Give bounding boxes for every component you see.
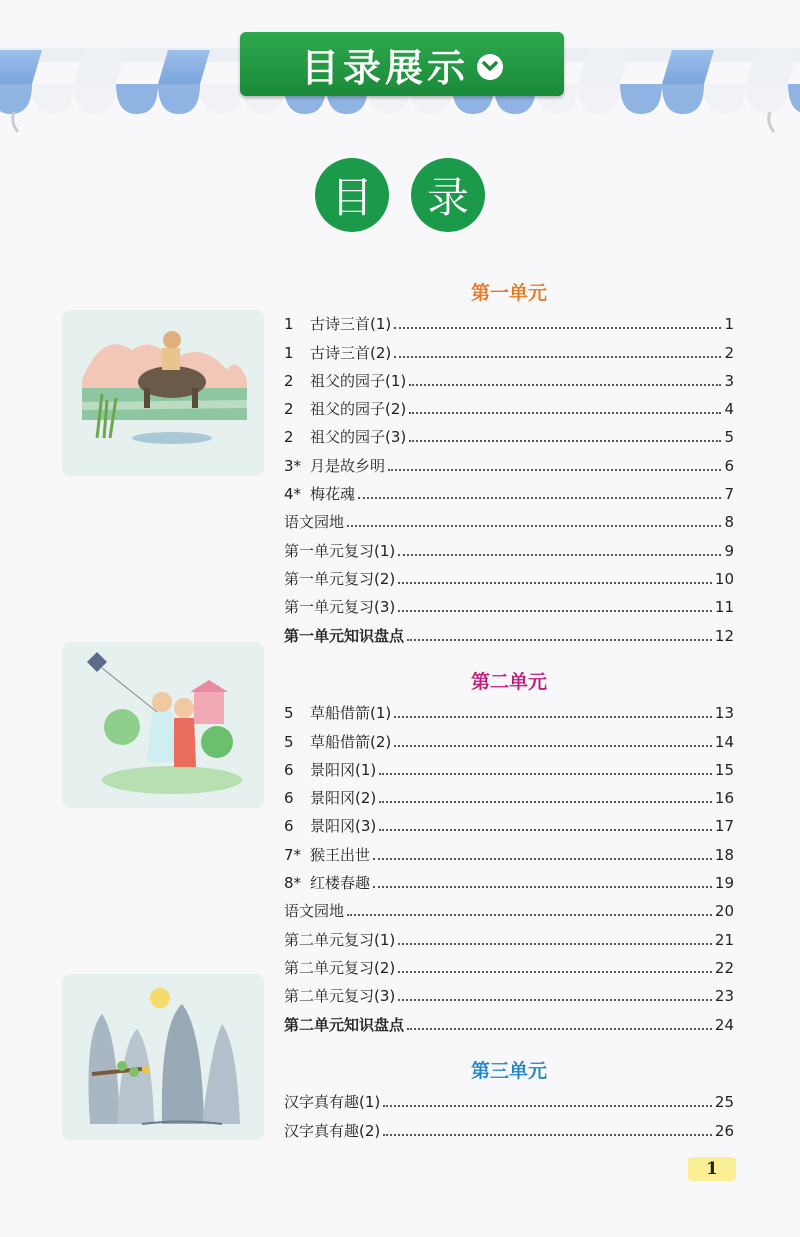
heading-char-2: 录	[411, 158, 485, 232]
entry-number: 2	[284, 400, 294, 419]
entry-page: 1	[724, 315, 734, 334]
toc-entry[interactable]	[284, 419, 734, 447]
dot-leader	[383, 1105, 712, 1107]
entry-title: 第二单元知识盘点	[284, 1015, 405, 1034]
dot-leader	[407, 639, 712, 641]
toc-entry[interactable]	[284, 589, 734, 617]
entry-title: 第二单元复习(1)	[284, 930, 396, 949]
entry-title: 猴王出世	[310, 845, 371, 864]
toc-entry[interactable]	[284, 723, 734, 751]
dot-leader	[394, 327, 721, 329]
entry-page: 11	[714, 598, 734, 617]
entry-title: 古诗三首(1)	[310, 315, 392, 334]
dot-leader	[398, 610, 712, 612]
entry-title: 第一单元复习(3)	[284, 598, 396, 617]
toc-list-unit-1	[284, 306, 734, 646]
toc-entry[interactable]	[284, 921, 734, 949]
dot-leader	[398, 999, 712, 1001]
toc-entry[interactable]	[284, 391, 734, 419]
entry-page: 4	[724, 400, 734, 419]
entry-title: 祖父的园子(3)	[310, 428, 407, 447]
toc-entry[interactable]	[284, 447, 734, 475]
dot-leader	[398, 582, 712, 584]
entry-page: 21	[714, 930, 734, 949]
toc-entry[interactable]	[284, 893, 734, 921]
toc-entry[interactable]	[284, 476, 734, 504]
entry-title: 第一单元复习(1)	[284, 541, 396, 560]
dot-leader	[358, 497, 721, 499]
unit-title-3: 第三单元	[470, 1060, 547, 1082]
dot-leader	[373, 886, 712, 888]
entry-number: 5	[284, 704, 294, 723]
entry-page: 26	[714, 1121, 734, 1140]
toc-entry[interactable]	[284, 752, 734, 780]
entry-title: 景阳冈(1)	[310, 760, 377, 779]
toc-entry[interactable]	[284, 504, 734, 532]
entry-number: 4*	[284, 485, 302, 504]
unit-title-1: 第一单元	[470, 282, 547, 304]
entry-number: 6	[284, 817, 294, 836]
toc-entry[interactable]	[284, 695, 734, 723]
entry-page: 3	[724, 371, 734, 390]
entry-page: 22	[714, 958, 734, 977]
entry-page: 19	[714, 874, 734, 893]
entry-page: 8	[724, 513, 734, 532]
dot-leader	[398, 554, 721, 556]
entry-title: 景阳冈(3)	[310, 817, 377, 836]
entry-page: 25	[714, 1093, 734, 1112]
entry-title: 语文园地	[284, 513, 345, 532]
entry-number: 3*	[284, 456, 302, 475]
toc-entry[interactable]	[284, 780, 734, 808]
illustration-children-flying-kite	[62, 642, 264, 808]
heading-char-1: 目	[315, 158, 389, 232]
toc-entry[interactable]	[284, 865, 734, 893]
dot-leader	[398, 943, 712, 945]
toc-list-unit-2	[284, 695, 734, 1035]
dot-leader	[379, 773, 712, 775]
toc-list-unit-3	[284, 1084, 734, 1141]
dot-leader	[409, 440, 721, 442]
entry-number: 8*	[284, 874, 302, 893]
entry-title: 语文园地	[284, 902, 345, 921]
dot-leader	[373, 858, 712, 860]
entry-title: 红楼春趣	[310, 874, 371, 893]
entry-page: 10	[714, 569, 734, 588]
toc-heading	[0, 158, 800, 230]
entry-title: 景阳冈(2)	[310, 789, 377, 808]
toc-entry[interactable]	[284, 334, 734, 362]
entry-page: 5	[724, 428, 734, 447]
entry-number: 2	[284, 371, 294, 390]
entry-page: 18	[714, 845, 734, 864]
dot-leader	[383, 1134, 712, 1136]
entry-number: 1	[284, 315, 294, 334]
dot-leader	[407, 1028, 712, 1030]
entry-title: 草船借箭(1)	[310, 704, 392, 723]
entry-title: 祖父的园子(1)	[310, 371, 407, 390]
entry-title: 汉字真有趣(2)	[284, 1121, 381, 1140]
entry-title: 古诗三首(2)	[310, 343, 392, 362]
dot-leader	[409, 384, 721, 386]
toc-entry[interactable]	[284, 561, 734, 589]
entry-page: 15	[714, 760, 734, 779]
toc-entry[interactable]	[284, 363, 734, 391]
toc-entry[interactable]	[284, 1006, 734, 1034]
toc-entry[interactable]	[284, 306, 734, 334]
entry-number: 6	[284, 789, 294, 808]
toc-entry[interactable]	[284, 950, 734, 978]
entry-number: 1	[284, 343, 294, 362]
entry-title: 祖父的园子(2)	[310, 400, 407, 419]
entry-number: 2	[284, 428, 294, 447]
toc-entry[interactable]	[284, 617, 734, 645]
entry-title: 草船借箭(2)	[310, 732, 392, 751]
entry-title: 梅花魂	[310, 485, 356, 504]
dot-leader	[347, 525, 721, 527]
page-number-badge: 1	[688, 1157, 736, 1181]
entry-title: 第一单元知识盘点	[284, 626, 405, 645]
dot-leader	[394, 716, 712, 718]
entry-page: 6	[724, 456, 734, 475]
toc-entry[interactable]	[284, 1084, 734, 1112]
entry-number: 5	[284, 732, 294, 751]
dot-leader	[379, 829, 712, 831]
entry-page: 7	[724, 485, 734, 504]
entry-number: 7*	[284, 845, 302, 864]
unit-title-2: 第二单元	[470, 671, 547, 693]
dot-leader	[388, 469, 721, 471]
chevron-down-icon	[477, 54, 503, 80]
entry-page: 24	[714, 1015, 734, 1034]
toc-entry[interactable]	[284, 1112, 734, 1140]
entry-page: 17	[714, 817, 734, 836]
dot-leader	[394, 356, 721, 358]
dot-leader	[394, 745, 712, 747]
entry-page: 16	[714, 789, 734, 808]
entry-page: 14	[714, 732, 734, 751]
dot-leader	[398, 971, 712, 973]
entry-page: 23	[714, 987, 734, 1006]
entry-title: 第二单元复习(3)	[284, 987, 396, 1006]
entry-title: 第二单元复习(2)	[284, 958, 396, 977]
illustration-mountain-landscape	[62, 974, 264, 1140]
entry-page: 20	[714, 902, 734, 921]
header-banner	[240, 32, 564, 96]
dot-leader	[347, 914, 712, 916]
entry-title: 汉字真有趣(1)	[284, 1093, 381, 1112]
dot-leader	[409, 412, 721, 414]
toc-entry[interactable]	[284, 836, 734, 864]
toc-entry[interactable]	[284, 978, 734, 1006]
entry-page: 9	[724, 541, 734, 560]
dot-leader	[379, 801, 712, 803]
entry-page: 2	[724, 343, 734, 362]
toc-entry[interactable]	[284, 532, 734, 560]
toc-entry[interactable]	[284, 808, 734, 836]
illustration-boy-on-buffalo	[62, 310, 264, 476]
entry-title: 月是故乡明	[310, 456, 386, 475]
header-title: 目录展示	[300, 45, 469, 90]
entry-title: 第一单元复习(2)	[284, 569, 396, 588]
entry-number: 6	[284, 760, 294, 779]
entry-page: 13	[714, 704, 734, 723]
entry-page: 12	[714, 626, 734, 645]
